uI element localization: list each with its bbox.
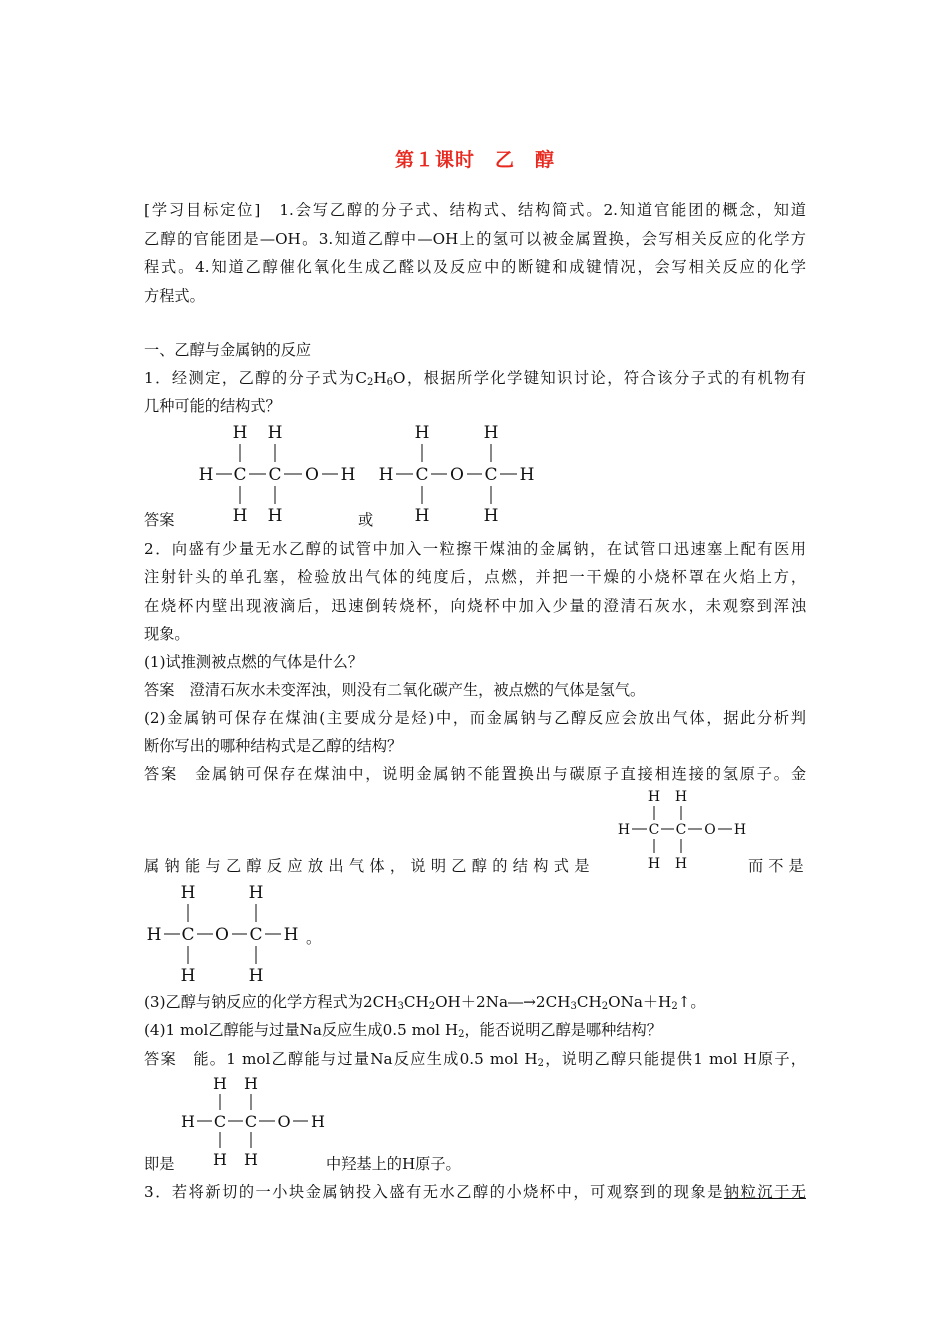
atom-c: C: [675, 822, 687, 838]
atom-h: H: [146, 925, 162, 945]
atom-h: H: [674, 789, 688, 805]
atom-h: H: [232, 506, 248, 526]
dimethyl-ether-structure-1: [374, 420, 544, 528]
ethanol-structure-3: [176, 1072, 336, 1172]
atom-o: O: [215, 925, 229, 945]
atom-h: H: [647, 856, 661, 872]
atom-h: H: [340, 465, 356, 485]
q3-line-1: 3．若将新切的一小块金属钠投入盛有无水乙醇的小烧杯中，可观察到的现象是钠粒沉于无: [144, 1183, 806, 1201]
atom-h: H: [617, 822, 631, 838]
q2-part-2-answer-2b: 而不是: [748, 857, 809, 875]
objectives-line-2: 乙醇的官能团是—OH。3.知道乙醇中—OH上的氢可以被金属置换，会写相关反应的化学方: [144, 230, 806, 248]
atom-h: H: [180, 966, 196, 986]
atom-h: H: [311, 1112, 325, 1131]
q2-part-4-answer-1: 答案 能。1 mol乙醇能与过量Na反应生成0.5 mol $H_2$，说明乙醇只能提供1 mol H原子，: [144, 1050, 806, 1069]
q2-line-1: 2．向盛有少量无水乙醇的试管中加入一粒擦干煤油的金属钠，在试管口迅速塞上配有医用: [144, 540, 806, 558]
q1-answer-label: 答案: [144, 511, 175, 529]
q2-part-4-answer-2b: 中羟基上的H原子。: [326, 1155, 461, 1173]
atom-c: C: [244, 1112, 258, 1131]
atom-h: H: [483, 423, 499, 443]
ethanol-structure-2: [612, 786, 752, 876]
section-heading: 一、乙醇与金属钠的反应: [144, 341, 312, 359]
atom-h: H: [519, 465, 535, 485]
q1-line-1: 1．经测定，乙醇的分子式为$C_2H_6O$，根据所学化学键知识讨论，符合该分子式的有机物有: [144, 369, 806, 388]
q1-or-label: 或: [358, 511, 374, 529]
q2-part-3: (3)乙醇与钠反应的化学方程式为$2CH_3CH_2OH+2Na―\to 2CH_3CH_2ONa+H_2↑$。: [144, 993, 706, 1012]
atom-c: C: [213, 1112, 227, 1131]
q1-line-2: 几种可能的结构式？: [144, 397, 281, 415]
q2-part-2-line-1: (2)金属钠可保存在煤油(主要成分是烃)中，而金属钠与乙醇反应会放出气体，据此分析判: [144, 709, 806, 727]
atom-c: C: [268, 465, 282, 485]
ethanol-structure-1: [194, 420, 364, 528]
dimethyl-ether-structure-2: [144, 880, 314, 988]
objectives-line-3: 程式。4.知道乙醇催化氧化生成乙醛以及反应中的断键和成键情况，会写相关反应的化学: [144, 258, 806, 276]
q2-line-2: 注射针头的单孔塞，检验放出气体的纯度后，点燃，并把一干燥的小烧杯罩在火焰上方，: [144, 568, 806, 586]
atom-h: H: [267, 506, 283, 526]
atom-o: O: [277, 1112, 291, 1131]
q2-part-4-answer-2a: 即是: [144, 1155, 175, 1173]
atom-c: C: [484, 465, 498, 485]
atom-c: C: [415, 465, 429, 485]
objectives-line-4: 方程式。: [144, 287, 205, 305]
q2-part-4: (4)1 mol乙醇能与过量Na反应生成0.5 mol $H_2$，能否说明乙醇是哪种结构？: [144, 1021, 662, 1040]
atom-h: H: [213, 1150, 227, 1169]
atom-h: H: [232, 423, 248, 443]
q2-line-4: 现象。: [144, 625, 190, 643]
q2-part-2-answer-2: 属钠能与乙醇反应放出气体，说明乙醇的结构式是: [144, 857, 595, 875]
atom-h: H: [378, 465, 394, 485]
atom-o: O: [704, 822, 716, 838]
page-title: 第１课时 乙 醇: [394, 149, 555, 171]
q2-line-3: 在烧杯内壁出现液滴后，迅速倒转烧杯，向烧杯中加入少量的澄清石灰水，未观察到浑浊: [144, 597, 806, 615]
q2-part-1-answer: 答案 澄清石灰水未变浑浊，则没有二氧化碳产生，被点燃的气体是氢气。: [144, 681, 646, 699]
atom-h: H: [244, 1074, 258, 1093]
atom-h: H: [213, 1074, 227, 1093]
atom-h: H: [244, 1150, 258, 1169]
atom-o: O: [305, 465, 319, 485]
atom-h: H: [181, 1112, 195, 1131]
q2-part-1: (1)试推测被点燃的气体是什么？: [144, 653, 363, 671]
atom-c: C: [648, 822, 660, 838]
atom-o: O: [450, 465, 464, 485]
atom-h: H: [248, 966, 264, 986]
atom-h: H: [248, 883, 264, 903]
q2-part-2-answer-1: 答案 金属钠可保存在煤油中，说明金属钠不能置换出与碳原子直接相连接的氢原子。金: [144, 765, 806, 783]
q2-part-2-answer-3: 。: [306, 929, 322, 947]
q2-part-2-line-2: 断你写出的哪种结构式是乙醇的结构？: [144, 737, 403, 755]
atom-h: H: [674, 856, 688, 872]
atom-h: H: [283, 925, 299, 945]
atom-c: C: [233, 465, 247, 485]
atom-h: H: [267, 423, 283, 443]
atom-c: C: [249, 925, 263, 945]
atom-h: H: [198, 465, 214, 485]
atom-h: H: [414, 423, 430, 443]
atom-h: H: [647, 789, 661, 805]
q3-underlined-answer: 钠粒沉于无: [723, 1183, 806, 1201]
atom-h: H: [733, 822, 747, 838]
atom-h: H: [483, 506, 499, 526]
atom-h: H: [180, 883, 196, 903]
atom-c: C: [181, 925, 195, 945]
atom-h: H: [414, 506, 430, 526]
objectives-line-1: [学习目标定位] 1.会写乙醇的分子式、结构式、结构简式。2.知道官能团的概念，知道: [144, 201, 806, 219]
